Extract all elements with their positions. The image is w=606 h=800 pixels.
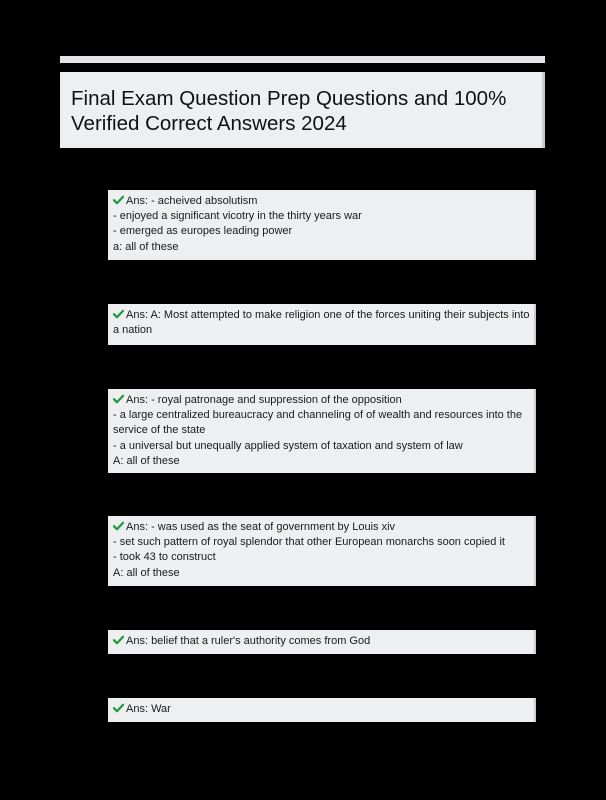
answer-card	[108, 698, 536, 722]
check-icon	[113, 309, 124, 319]
answer-card	[108, 516, 536, 586]
answer-text: Ans: A: Most attempted to make religion one of the forces uniting their subjects into a nation	[113, 309, 530, 337]
page-title	[71, 86, 532, 136]
answer-text: A: all of these	[113, 566, 180, 579]
answer-card	[108, 304, 536, 345]
answer-text: - a large centralized bureaucracy and channeling of of wealth and resources into the service of the state	[113, 409, 523, 437]
answer-text: Ans: - was used as the seat of government by Louis xiv	[126, 521, 396, 533]
top-divider	[60, 56, 545, 63]
answer-text: Ans: - royal patronage and suppression of the opposition	[126, 394, 402, 406]
answer-text: Ans: - acheived absolutism	[126, 195, 258, 207]
check-icon	[113, 635, 124, 645]
answer-text: - enjoyed a significant vicotry in the thirty years war	[113, 210, 362, 223]
title-banner	[60, 72, 545, 148]
page-title-line-2: Verified Correct Answers 2024	[71, 112, 347, 135]
page-title-line-1: Final Exam Question Prep Questions and 100%	[71, 87, 507, 110]
answer-card	[108, 190, 536, 260]
answer-text: Ans: belief that a ruler's authority comes from God	[126, 635, 371, 647]
answer-card	[108, 389, 536, 473]
answer-text: a: all of these	[113, 240, 179, 253]
check-icon	[113, 521, 124, 531]
check-icon	[113, 394, 124, 404]
answer-text: - a universal but unequally applied system of taxation and system of law	[113, 439, 463, 452]
answer-text: A: all of these	[113, 454, 180, 467]
answer-text: Ans: War	[126, 703, 171, 715]
answer-text: - set such pattern of royal splendor that other European monarchs soon copied it	[113, 536, 505, 549]
answer-text: - took 43 to construct	[113, 551, 216, 564]
check-icon	[113, 703, 124, 713]
answer-text: - emerged as europes leading power	[113, 225, 293, 238]
answer-card	[108, 630, 536, 654]
check-icon	[113, 195, 124, 205]
